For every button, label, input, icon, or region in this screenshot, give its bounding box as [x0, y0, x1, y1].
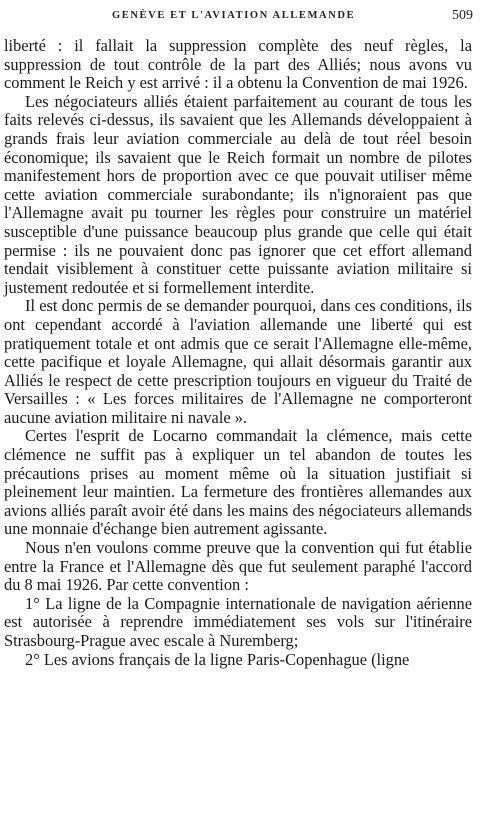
paragraph: Certes l'esprit de Locarno commandait la clémence, mais cette clémence ne suffit pas à expliquer un tel abandon de toutes les précautions prises au moment même où la situation justifiait si pleinement leur maintien. La fermeture des frontières allemandes aux avions alliés paraît avoir été dans les mains des négociateurs allemands une monnaie d'échange bien autrement agissante. [4, 426, 472, 539]
page-number: 509 [452, 8, 473, 23]
paragraph: liberté : il fallait la suppression complète des neuf règles, la suppression de tout contrôle de la part des Alliés; nous avons vu comment le Reich y est arrivé : il a obtenu la Convention de mai 1926. [4, 36, 472, 93]
list-item-paragraph: 1° La ligne de la Compagnie internationale de navigation aérienne est autorisée à reprendre immédiatement ses vols sur l'itinéraire Strasbourg-Prague avec escale à Nuremberg; [4, 593, 472, 650]
paragraph: Il est donc permis de se demander pourquoi, dans ces conditions, ils ont cependant accordé à l'aviation allemande une liberté qui est pratiquement totale et ont admis que ce serait l'Allemagne elle-même, cette pacifique et loyale Allemagne, qui allait désormais garantir aux Alliés le respect de cette prescription toujours en vigueur du Traité de Versailles : « Les forces militaires de l'Allemagne ne comporteront aucune aviation militaire ni navale ». [4, 296, 472, 427]
running-title: GENÈVE ET L'AVIATION ALLEMANDE [112, 10, 356, 21]
paragraph: Les négociateurs alliés étaient parfaitement au courant de tous les faits relevés ci-dessus, ils savaient que les Allemands développaient à grands frais leur aviation commerciale au delà de tout réel besoin économique; ils savaient que le Reich formait un nombre de pilotes manifestement hors de proportion avec ce que pouvait utiliser même cette aviation commerciale surabondante; ils n'ignoraient pas que l'Allemagne avait pu tourner les règles pour construire un matériel susceptible d'une puissance beaucoup plus grande que celle qui était permise : ils ne pouvaient donc pas ignorer que cet effort allemand tendait visiblement à constituer cette puissante aviation militaire si justement redoutée et si formellement interdite. [4, 91, 472, 297]
paragraph: Nous n'en voulons comme preuve que la convention qui fut établie entre la France et l'Allemagne dès que fut seulement paraphé l'accord du 8 mai 1926. Par cette convention : [4, 538, 472, 595]
page-header [0, 10, 491, 30]
list-item-paragraph: 2° Les avions français de la ligne Paris-Copenhague (ligne [25, 649, 410, 669]
body-text [4, 37, 472, 669]
